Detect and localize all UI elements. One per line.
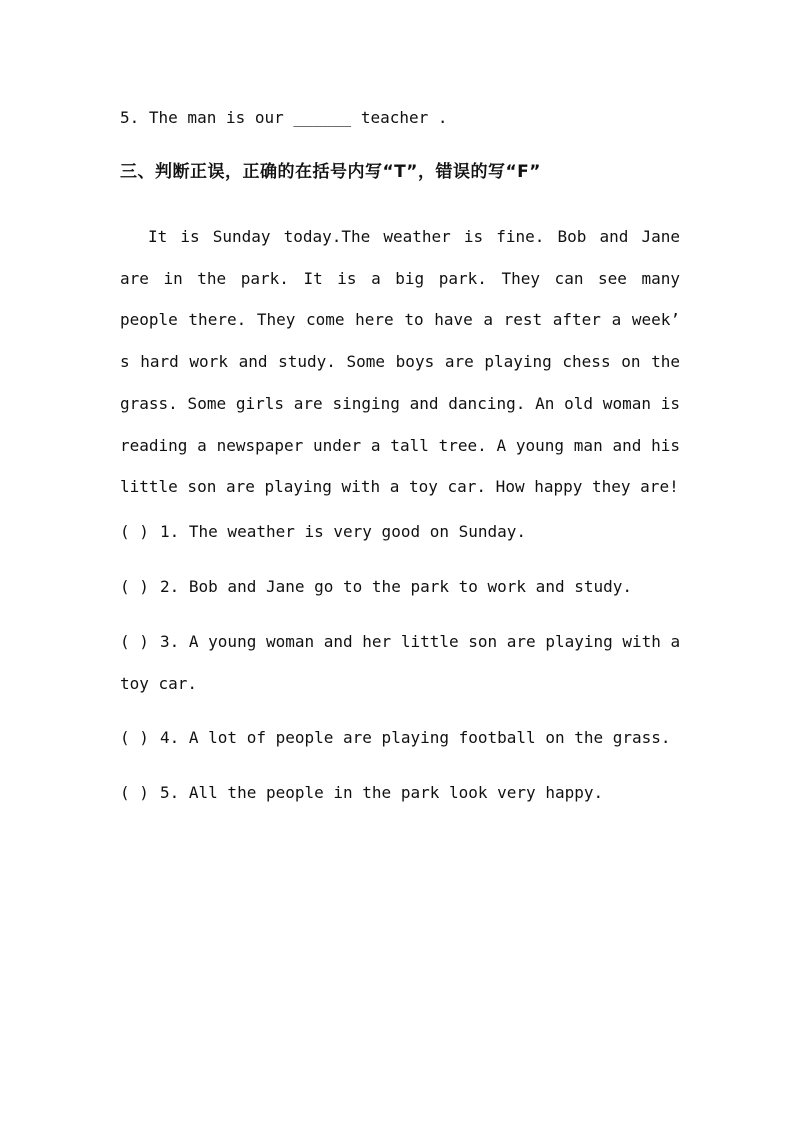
section-heading: 三、判断正误，正确的在括号内写“T”，错误的写“F” (120, 162, 541, 182)
question-item (120, 511, 685, 553)
answer-parentheses[interactable]: ( ) (120, 632, 149, 651)
question-text: 4. A lot of people are playing football on the grass. (160, 728, 671, 747)
reading-passage: It is Sunday today.The weather is fine. Bob and Jane are in the park. It is a big park. They can see many people there. They come here to have a rest after a week’ s hard work and study. Some boys are playing chess on the grass. Some girls are singing and dancing. An old woman is reading a newspaper under a tall tree. A young man and his little son are playing with a toy car. How happy they are! (120, 227, 680, 497)
answer-parentheses[interactable]: ( ) (120, 783, 149, 802)
question-item (120, 717, 685, 759)
answer-parentheses[interactable]: ( ) (120, 728, 149, 747)
question-item (120, 772, 685, 814)
question-text: 5. All the people in the park look very happy. (160, 783, 604, 802)
question-text: 2. Bob and Jane go to the park to work and study. (160, 577, 633, 596)
question-item (120, 621, 685, 705)
question-text: 1. The weather is very good on Sunday. (160, 522, 527, 541)
answer-parentheses[interactable]: ( ) (120, 577, 149, 596)
answer-parentheses[interactable]: ( ) (120, 522, 149, 541)
question-text: 3. A young woman and her little son are playing with a toy car. (120, 632, 681, 693)
question-item (120, 566, 685, 608)
previous-question-5: 5. The man is our ______ teacher . (120, 108, 448, 127)
